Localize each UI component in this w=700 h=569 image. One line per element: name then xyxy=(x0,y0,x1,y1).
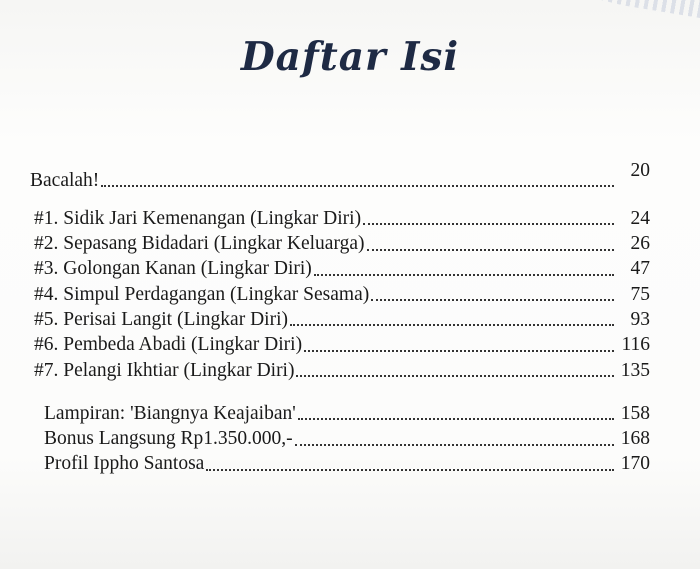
toc-entry xyxy=(44,449,650,474)
toc-entry xyxy=(34,304,650,329)
toc-entry-label: #2. Sepasang Bidadari (Lingkar Keluarga) xyxy=(34,233,365,255)
dot-leader xyxy=(295,443,614,446)
toc-entry xyxy=(34,329,650,354)
toc-intro-group xyxy=(30,159,650,191)
dot-leader xyxy=(367,248,615,251)
toc-entry-label: Lampiran: 'Biangnya Keajaiban' xyxy=(44,402,296,424)
toc-entry xyxy=(34,228,650,253)
toc-entry-label: #1. Sidik Jari Kemenangan (Lingkar Diri) xyxy=(34,207,362,229)
toc-entry-page: 170 xyxy=(620,453,650,475)
toc-entry-page: 116 xyxy=(621,334,650,356)
dot-leader xyxy=(371,298,614,301)
page-corner-smudge xyxy=(590,0,700,18)
toc-entry-label: #7. Pelangi Ikhtiar (Lingkar Diri) xyxy=(34,359,295,381)
dot-leader xyxy=(298,417,614,420)
toc-entry-page: 135 xyxy=(620,359,650,381)
toc-entry-label: Bonus Langsung Rp1.350.000,- xyxy=(44,428,293,450)
toc-entry xyxy=(34,203,650,228)
toc-entry xyxy=(30,159,650,191)
toc-entry-page: 93 xyxy=(630,308,650,330)
dot-leader xyxy=(304,349,614,352)
toc-entry-page: 47 xyxy=(630,258,650,280)
dot-leader xyxy=(101,184,614,187)
toc-entry-page: 158 xyxy=(620,402,650,424)
toc-entry-label: #5. Perisai Langit (Lingkar Diri) xyxy=(34,308,288,330)
toc-entry-label: #4. Simpul Perdagangan (Lingkar Sesama) xyxy=(34,283,370,305)
toc-entry-label: Bacalah! xyxy=(30,169,100,191)
toc-entry-page: 75 xyxy=(630,283,650,305)
toc-entry xyxy=(34,355,650,380)
dot-leader xyxy=(290,323,614,326)
toc-entry-label: #6. Pembeda Abadi (Lingkar Diri) xyxy=(34,334,303,356)
toc-entry-page: 26 xyxy=(630,233,650,255)
toc-entry-label: Profil Ippho Santosa xyxy=(44,453,205,475)
toc-chapters-group xyxy=(34,203,650,380)
toc-entry-label: #3. Golongan Kanan (Lingkar Diri) xyxy=(34,258,312,280)
toc-entry-page: 24 xyxy=(630,207,650,229)
toc-entry-page: 168 xyxy=(620,428,650,450)
dot-leader xyxy=(314,273,614,276)
dot-leader xyxy=(363,222,614,225)
page-title: Daftar Isi xyxy=(240,34,460,80)
toc-entry-page: 20 xyxy=(630,159,650,181)
toc-entry xyxy=(34,254,650,279)
toc-entry xyxy=(34,279,650,304)
toc-entry xyxy=(44,398,650,423)
dot-leader xyxy=(296,374,614,377)
dot-leader xyxy=(206,468,614,471)
toc-appendix-group xyxy=(44,398,650,474)
toc-entry xyxy=(44,423,650,448)
